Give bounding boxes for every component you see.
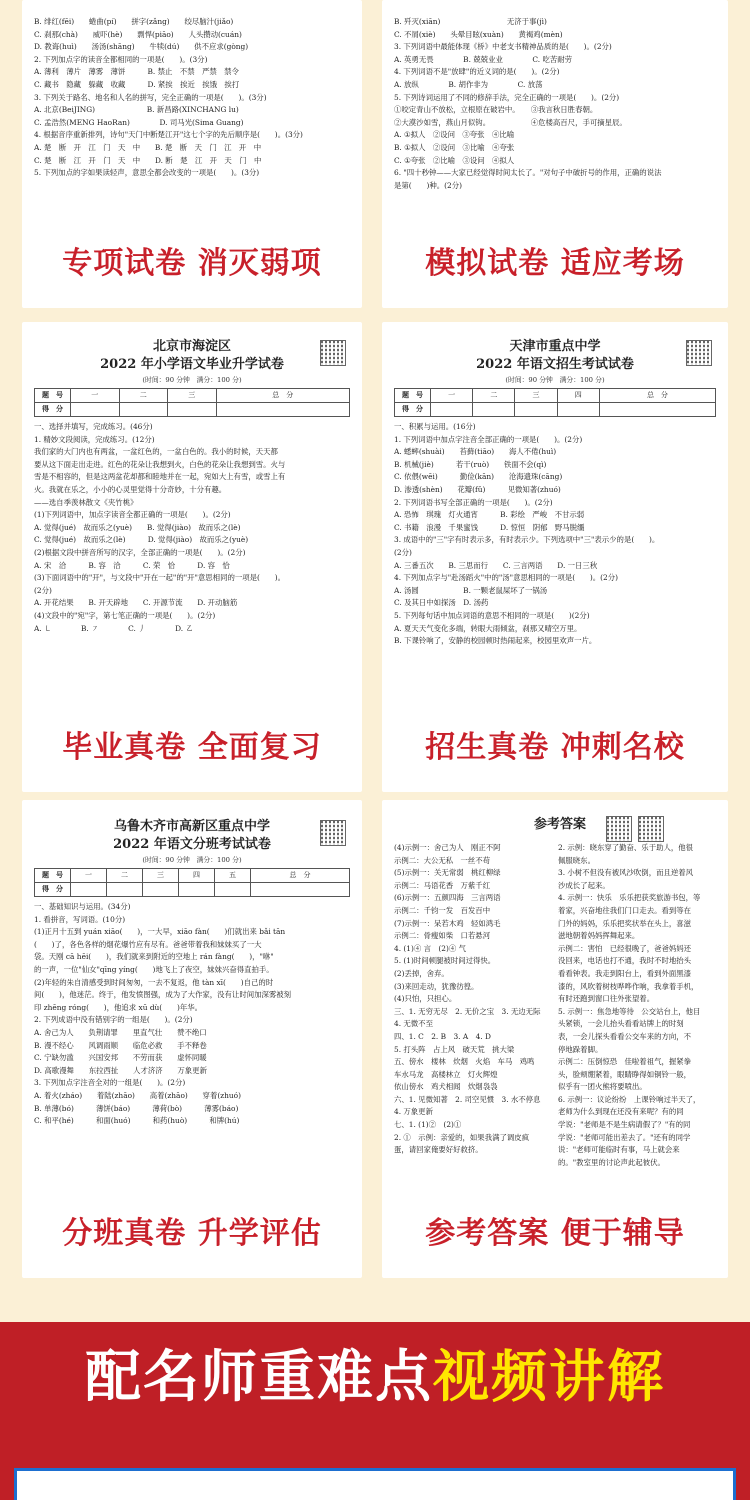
- score-cell: [71, 883, 107, 897]
- exam-text-line: 三、1. 无穷无尽 2. 无价之宝 3. 无边无际: [394, 1006, 541, 1016]
- score-cell: [179, 883, 215, 897]
- score-cell: [71, 403, 120, 417]
- card-admission[interactable]: [382, 322, 728, 792]
- qr-code-icon: [606, 816, 632, 842]
- exam-text-line: A. 舍己为人 负荆请罪 里直气壮 赞不绝口: [34, 1027, 207, 1037]
- exam-text-line: 一、选择并填写，完成练习。(46分): [34, 422, 153, 431]
- exam-text-line: 漆的，风吹着树枝哗哗作响，我拿着手机，: [558, 981, 699, 991]
- exam-text-line: C. 及其日中如探汤 D. 汤药: [394, 598, 489, 608]
- exam-text-line: (3)下面词语中的"开"，与文段中"开在一起"的"开"意思相同的一项是( )。: [34, 573, 285, 583]
- exam-text-line: C. 藏书 隐藏 躲藏 收藏 D. 紧挨 挨近 挨饿 挨打: [34, 79, 240, 89]
- exam-text-line: 一、积累与运用。(16分): [394, 422, 476, 431]
- score-header-cell: 一: [71, 869, 107, 883]
- exam-text-line: 1. 精妙文段阅读，完成练习。(12分): [34, 434, 155, 444]
- exam-text-line: 的。"教室里的讨论声此起彼伏。: [558, 1157, 665, 1167]
- exam-text-line: 我们家的大门内也有两盆，一盆红色的，一盆白色的。我小的时候，天天都: [34, 447, 278, 457]
- exam-text-line: (2)丢掉，舍弃。: [394, 968, 449, 978]
- score-cell: [431, 403, 473, 417]
- answers-title: 参考答案: [534, 817, 587, 832]
- exam-text-line: A. 宋 洽 B. 容 洽 C. 荣 恰 D. 容 恰: [34, 560, 230, 570]
- exam-text-line: (6)示例一：五颜四海 三言两语: [394, 893, 501, 903]
- exam-text-line: C. ①夸张 ②比喻 ③设问 ④拟人: [394, 155, 515, 165]
- exam-text-line: 示例二：压倒惊恐 佳啦着祖气，握紧拳: [558, 1057, 692, 1067]
- exam-text-line: D. 高歌漫舞 东拉西扯 人才济济 万象更新: [34, 1065, 207, 1075]
- exam-text-line: 3. 下列词语中最能体现《桥》中老支书精神品质的是( )。(2分): [394, 42, 612, 52]
- exam-text-line: C. 和平(hé) 和面(huó) 和药(huò) 和牌(hú): [34, 1116, 240, 1126]
- score-header-cell: 一: [431, 389, 473, 403]
- exam-text-line: B. 机械(jiè) 若干(ruò) 铁面不会(qì): [394, 459, 547, 469]
- exam-text-line: 3. 小树不但没有被风沙吹倒，而且逆着风: [558, 868, 694, 878]
- exam-text-line: (3)来回走动，犹豫彷徨。: [394, 981, 479, 991]
- exam-text-line: ( )了，各色各样的烟花爆竹应有尽有。爸爸带着我和妹妹买了一大: [34, 939, 262, 949]
- exam-text-line: 六、1. 见微知著 2. 司空见惯 3. 水不停息: [394, 1094, 541, 1104]
- exam-text-line: 蛋，请回家俺要好好救挤。: [394, 1145, 483, 1155]
- score-cell: [143, 883, 179, 897]
- card-slogan: 招生真卷 冲刺名校: [425, 730, 685, 765]
- exam-text-line: (2分): [394, 547, 412, 557]
- exam-text-line: 说："老师可能临时有事，马上就会来: [558, 1145, 680, 1155]
- exam-text-line: D. 渗透(shèn) 花瓣(fǔ) 见微知著(zhuó): [394, 484, 561, 494]
- exam-text-line: 五、傍水 楼林 炊烟 火焰 车马 鸡鸣: [394, 1057, 535, 1067]
- score-cell: [515, 403, 557, 417]
- exam-text-line: B. 歼灭(xiān) 无济于事(jì): [394, 17, 547, 26]
- exam-text-line: A. 恐怖 琪瑰 灯火通宵 B. 彩绘 严峻 不甘示弱: [394, 510, 585, 520]
- exam-paper-preview: [34, 16, 350, 216]
- exam-text-line: 示例二：骨瘦如柴 口若悬河: [394, 931, 491, 941]
- exam-text-line: ①咬定青山不放松，立根原在破岩中。 ③我言秋日胜春朝。: [394, 105, 598, 115]
- exam-text-line: A. 汤圆 B. 一颗老鼠屎坏了一锅汤: [394, 585, 548, 595]
- exam-text-line: 4. 下列词语不是"放肆"的近义词的是( )。(2分): [394, 67, 560, 77]
- exam-text-line: 6. "四十秒钟——大家已经觉得时间太长了。"对句子中破折号的作用，正确的说法: [394, 168, 662, 178]
- exam-text-line: 袋。天刚 cā hēi( )，我们就来到附近的空地上 rán fàng( )，"咻": [34, 952, 274, 962]
- exam-text-line: A. 着火(zháo) 着陆(zhāo) 高着(zhāo) 穿着(zhuó): [34, 1090, 241, 1100]
- exam-text-line: (2分): [34, 585, 52, 595]
- exam-title: 北京市海淀区: [152, 339, 231, 354]
- exam-text-line: 门外的妈妈，乐乐把奖状举在头上，喜滋: [558, 918, 692, 928]
- exam-text-line: C. 宁缺勿滥 兴国安邦 不劳而获 虚怀同暖: [34, 1053, 207, 1063]
- exam-text-line: 车水马龙 高楼林立 灯火辉煌: [394, 1069, 498, 1079]
- exam-text-line: ——选自季羡林散文《夹竹桃》: [34, 497, 138, 507]
- card-slogan: 分班真卷 升学评估: [62, 1216, 322, 1251]
- exam-paper-preview: [34, 818, 350, 1180]
- exam-text-line: 示例二：害怕 已经很晚了，爸爸妈妈还: [558, 943, 692, 953]
- exam-text-line: A. 放纵 B. 胡作非为 C. 放荡: [394, 79, 543, 89]
- exam-text-line: 头，脸颊绷紧着，眼睛睁得如铜铃一般，: [558, 1069, 692, 1079]
- card-slogan: 参考答案 便于辅导: [425, 1216, 685, 1251]
- exam-text-line: 四、1. C 2. B 3. A 4. D: [394, 1031, 491, 1041]
- score-table: [34, 868, 350, 897]
- exam-subtitle: 2022 年语文招生考试试卷: [476, 357, 634, 372]
- banner-headline: [0, 1345, 750, 1410]
- exam-text-line: 停地跺着脚。: [558, 1044, 603, 1054]
- exam-text-line: C. 刹那(chà) 威吓(hè) 剽悍(piāo) 人头攒动(cuán): [34, 29, 242, 39]
- exam-text-line: 2. 下列加点字的读音全都相同的一项是( )。(3分): [34, 54, 208, 64]
- score-header-cell: 三: [143, 869, 179, 883]
- exam-text-line: C. 觉得(jué) 故而乐之(lè) D. 觉得(jiào) 故而乐之(yuè): [34, 535, 249, 545]
- exam-text-line: C. 孟浩然(MENG HaoRan) D. 司马光(Sima Guang): [34, 117, 244, 127]
- card-graduation[interactable]: [22, 322, 362, 792]
- exam-text-line: 表，一会儿探头看看公交车来的方向，不: [558, 1031, 692, 1041]
- exam-text-line: 着家，兴奋地往我们门口走去。看到等在: [558, 905, 692, 915]
- exam-text-line: 学说："老师可能出差去了。"还有的同学: [558, 1132, 691, 1142]
- exam-subtitle: 2022 年语文分班考试试卷: [113, 837, 271, 852]
- score-cell: 得 分: [35, 403, 71, 417]
- exam-text-line: A. 蟋蟀(shuài) 苔藓(tiāo) 海人不倦(huì): [394, 447, 557, 457]
- score-header-cell: 总 分: [599, 389, 715, 403]
- exam-text-line: 间( )，他迷茫。终于，他发愤图强，成为了大作家，没有让时间加深雾被刻: [34, 990, 292, 1000]
- score-header-cell: 题 号: [395, 389, 431, 403]
- score-cell: 得 分: [395, 403, 431, 417]
- exam-text-line: 5. 示例一：焦急地等待 公交站台上，他目: [558, 1006, 701, 1016]
- exam-text-line: A. 英勇无畏 B. 兢兢业业 C. 吃苦耐劳: [394, 54, 573, 64]
- score-cell: [107, 883, 143, 897]
- score-cell: 得 分: [35, 883, 71, 897]
- exam-text-line: 沙成长了起来。: [558, 880, 610, 890]
- exam-text-line: 4. 示例一：快乐 乐乐把获奖旅游书包，等: [558, 893, 701, 903]
- card-slogan: 模拟试卷 适应考场: [425, 246, 685, 281]
- exam-text-line: (1)下列词语中，加点字读音全都正确的一项是( )。(2分): [34, 510, 231, 520]
- exam-text-line: 佩服晓东。: [558, 855, 595, 865]
- exam-title: 天津市重点中学: [509, 339, 601, 354]
- exam-text-line: 没回来，电话也打不通，我时不时地抬头: [558, 956, 692, 966]
- bottom-content-box: [14, 1468, 736, 1500]
- score-cell: [557, 403, 599, 417]
- banner-text-yellow: 视频讲解: [433, 1345, 665, 1410]
- exam-text-line: 2. ① 示例：亲爱的，如果我满了调皮疯: [394, 1132, 530, 1142]
- exam-text-line: 4. (1)④ 言 (2)④ 气: [394, 943, 466, 953]
- exam-text-line: A. 薄利 薄片 薄雾 薄饼 B. 禁止 不禁 严禁 禁令: [34, 67, 239, 77]
- exam-text-line: 1. 下列词语中加点字注音全部正确的一项是( )。(2分): [394, 434, 583, 444]
- exam-text-line: A. 夏天天气变化多端，转眼大雨倾盆，刹那又晴空万里。: [394, 623, 582, 633]
- banner-text-white: 配名师重难点: [85, 1345, 433, 1410]
- exam-text-line: 3. 下列关于路名、地名和人名的拼写，完全正确的一项是( )。(3分): [34, 92, 267, 102]
- score-cell: [599, 403, 715, 417]
- exam-text-line: 一、基础知识与运用。(34分): [34, 902, 131, 911]
- exam-text-line: 5. 下列诗词运用了不同的修辞手法，完全正确的一项是( )。(2分): [394, 92, 620, 102]
- score-header-cell: 二: [473, 389, 515, 403]
- score-table: [34, 388, 350, 417]
- score-cell: [216, 403, 349, 417]
- exam-text-line: 5. 下列加点的字如果读轻声，意思全都会改变的一项是( )。(3分): [34, 168, 260, 178]
- exam-text-line: A. 三番五次 B. 三思而行 C. 三言两语 D. 一日三秋: [394, 560, 598, 570]
- exam-text-line: C. 楚 断 江 开 门 天 中 D. 断 楚 江 开 天 门 中: [34, 155, 262, 165]
- card-answers[interactable]: [382, 800, 728, 1278]
- card-slogan: 专项试卷 消灭弱项: [62, 246, 322, 281]
- exam-paper-preview: [394, 338, 716, 688]
- card-class-placement[interactable]: [22, 800, 362, 1278]
- exam-text-line: 3. 下列加点字注音全对的一组是( )。(2分): [34, 1078, 186, 1088]
- exam-text-line: (4)示例一：舍己为人 刚正不阿: [394, 843, 501, 852]
- exam-text-line: 七、1. (1)② (2)①: [394, 1120, 462, 1130]
- qr-code-icon: [686, 340, 712, 366]
- exam-text-line: 示例二：千钧一发 百发百中: [394, 905, 491, 915]
- exam-text-line: 火。我就在乐之，小小的心灵里觉得十分奇妙，十分有趣。: [34, 484, 227, 494]
- score-header-cell: 二: [119, 389, 168, 403]
- exam-text-line: (7)示例一：呆若木鸡 轻如鸿毛: [394, 918, 501, 928]
- exam-text-line: A. 楚 断 开 江 门 天 中 B. 楚 断 天 门 江 开 中: [34, 142, 262, 152]
- exam-text-line: 要从这下面走出走进。红色的花朵让我想到火，白色的花朵让我想到雪。火与: [34, 459, 286, 469]
- exam-text-line: 2. 示例：晓东穿了勤奋、乐于助人，他很: [558, 843, 694, 852]
- exam-text-line: (2)年轻的朱自清感受到时间匆匆，一去不复返，他 tàn xī( )自己的时: [34, 977, 274, 987]
- exam-text-line: 5. 打头阵 占上风 破天荒 挑大梁: [394, 1044, 515, 1054]
- exam-text-line: A. ㇄ B. ㇇ C. 丿 D. ㇠: [34, 623, 193, 633]
- score-cell: [215, 883, 251, 897]
- exam-text-line: 6. 示例一：议论纷纷 上课铃响过半天了，: [558, 1094, 701, 1104]
- exam-text-line: 5. 下列每句话中加点词语的意思不相同的一项是( )(2分): [394, 610, 590, 620]
- exam-text-line: B. 漫不经心 风调雨顺 临危必救 手不释卷: [34, 1040, 207, 1050]
- score-cell: [168, 403, 217, 417]
- exam-text-line: C. 书籍 浪漫 千果蜜饯 D. 惊恒 阴郁 野马脱缰: [394, 522, 585, 532]
- score-header-cell: 总 分: [216, 389, 349, 403]
- score-header-cell: 总 分: [251, 869, 350, 883]
- exam-text-line: B. 绯红(fēi) 蜷曲(pí) 拼字(zǎng) 绞尽脑汁(jiǎo): [34, 17, 234, 26]
- exam-text-line: 滋地朝着妈妈挥舞起来。: [558, 931, 640, 941]
- score-header-cell: 二: [107, 869, 143, 883]
- answer-sheet-preview: [394, 816, 716, 1182]
- answers-column-right: [558, 842, 716, 1169]
- exam-text-line: 3. 成语中的"三"字有时表示多，有时表示少。下列选项中"三"表示少的是( )。: [394, 535, 660, 545]
- exam-paper-preview: [394, 16, 716, 216]
- score-cell: [119, 403, 168, 417]
- exam-text-line: A. 开花结果 B. 开天辟地 C. 开源节流 D. 开动脑筋: [34, 598, 238, 608]
- exam-text-line: B. 下课铃响了，安静的校园顿时热闹起来，校园里欢声一片。: [394, 636, 597, 646]
- score-header-cell: 四: [179, 869, 215, 883]
- qr-code-icon: [320, 820, 346, 846]
- exam-text-line: 依山傍水 鸡犬相闻 炊烟袅袅: [394, 1082, 498, 1092]
- exam-text-line: 的一声，一位"仙女"qīng yíng( )地飞上了夜空，妹妹兴奋得直拍手。: [34, 964, 274, 974]
- exam-text-line: C. 不屑(xiè) 头晕目眩(xuàn) 黄褐鸡(mèn): [394, 29, 563, 39]
- exam-text-line: 4. 无微不至: [394, 1019, 433, 1029]
- score-header-cell: 题 号: [35, 389, 71, 403]
- score-header-cell: 一: [71, 389, 120, 403]
- exam-text-line: 示例二：大公无私 一丝不苟: [394, 855, 491, 865]
- score-header-cell: 四: [557, 389, 599, 403]
- card-slogan: 毕业真卷 全面复习: [62, 730, 322, 765]
- exam-text-line: ②大漠沙如雪，燕山月似钩。 ④危楼高百尺，手可摘星辰。: [394, 117, 627, 127]
- exam-text-line: 老师为什么到现在还没有来呢？有的同: [558, 1107, 684, 1117]
- score-cell: [251, 883, 350, 897]
- exam-text-line: D. 教诲(huì) 汤汤(shāng) 牛犊(dú) 供不应求(gòng): [34, 42, 249, 52]
- exam-text-line: 似乎有一团火熊将要喷出。: [558, 1082, 647, 1092]
- exam-text-line: 1. 看拼音，写词语。(10分): [34, 914, 126, 924]
- exam-text-line: 学说："老师是不是生病请假了？"有的同: [558, 1120, 691, 1130]
- exam-meta: (时间：90 分钟 满分：100 分): [142, 856, 242, 864]
- score-table: [394, 388, 716, 417]
- score-header-cell: 三: [515, 389, 557, 403]
- exam-text-line: (4)只怕，只担心。: [394, 994, 457, 1004]
- exam-meta: (时间：90 分钟 满分：100 分): [142, 376, 242, 384]
- exam-text-line: 4. 万象更新: [394, 1107, 433, 1117]
- exam-text-line: 2. 下列词语书写全部正确的一项是( )。(2分): [394, 497, 553, 507]
- exam-text-line: C. 依偎(wēi) 勤俭(kān) 沧海遗珠(cāng): [394, 472, 563, 482]
- exam-text-line: B. ①拟人 ②设问 ③比喻 ④夸张: [394, 142, 515, 152]
- exam-text-line: A. ①拟人 ②设问 ③夸张 ④比喻: [394, 130, 515, 140]
- exam-text-line: 雪是不相容的，但是这两盆花却都和睦地并在一起，宛如大上有雪，或雪上有: [34, 472, 286, 482]
- answers-column-left: [394, 842, 552, 1169]
- exam-paper-preview: [34, 338, 350, 688]
- exam-text-line: (5)示例一：关无常弱 桃红柳绿: [394, 868, 501, 878]
- exam-text-line: (2)根据文段中拼音所写的汉字，全部正确的一项是( )。(2分): [34, 547, 246, 557]
- qr-code-icon: [320, 340, 346, 366]
- card-mock[interactable]: [382, 0, 728, 308]
- card-special[interactable]: [22, 0, 362, 308]
- score-header-cell: 题 号: [35, 869, 71, 883]
- exam-text-line: 4. 根据音序重新排列，诗句"天门中断楚江开"这七个字的先后顺序是( )。(3分): [34, 130, 303, 140]
- exam-title: 乌鲁木齐市高新区重点中学: [113, 819, 270, 834]
- score-header-cell: 五: [215, 869, 251, 883]
- exam-text-line: 有时还跑到窗口往外张望着。: [558, 994, 655, 1004]
- exam-meta: (时间：90 分钟 满分：100 分): [505, 376, 605, 384]
- exam-subtitle: 2022 年小学语文毕业升学试卷: [100, 357, 284, 372]
- exam-text-line: 4. 下列加点字与"赴汤蹈火"中的"汤"意思相同的一项是( )。(2分): [394, 573, 619, 583]
- exam-text-line: 头紧锁，一会儿抬头看看站牌上的时刻: [558, 1019, 684, 1029]
- exam-text-line: A. 觉得(jué) 故而乐之(yuè) B. 觉得(jiào) 故而乐之(lè): [34, 522, 241, 532]
- exam-text-line: A. 北京(BeiJING) B. 新昌路(XINCHANG lu): [34, 105, 239, 115]
- exam-text-line: 印 zhēng róng( )，他追求 xū dù( )年华。: [34, 1002, 203, 1012]
- score-cell: [473, 403, 515, 417]
- score-header-cell: 三: [168, 389, 217, 403]
- exam-text-line: (1)正月十五到 yuán xiāo( )，一大早，xiāo fàn( )们就出来 bǎi tān: [34, 927, 286, 937]
- exam-text-line: 2. 下列成语中没有错别字的一组是( )。(2分): [34, 1015, 193, 1025]
- exam-text-line: 是第( )种。(2分): [394, 180, 462, 190]
- exam-text-line: 看看钟表。我走到阳台上，看到外面黑漆: [558, 968, 692, 978]
- exam-text-line: 示例二：马语花香 万紫千红: [394, 880, 491, 890]
- exam-text-line: (4)文段中的"宛"字，第七笔正确的一项是( )。(2分): [34, 610, 216, 620]
- qr-code-icon: [638, 816, 664, 842]
- exam-text-line: B. 单薄(bó) 薄饼(báo) 薄荷(bò) 薄雾(báo): [34, 1103, 239, 1113]
- video-lecture-banner: [0, 1322, 750, 1430]
- exam-text-line: 5. (1)时间顿腿被时间过得快。: [394, 956, 496, 966]
- bottom-section: [0, 1430, 750, 1500]
